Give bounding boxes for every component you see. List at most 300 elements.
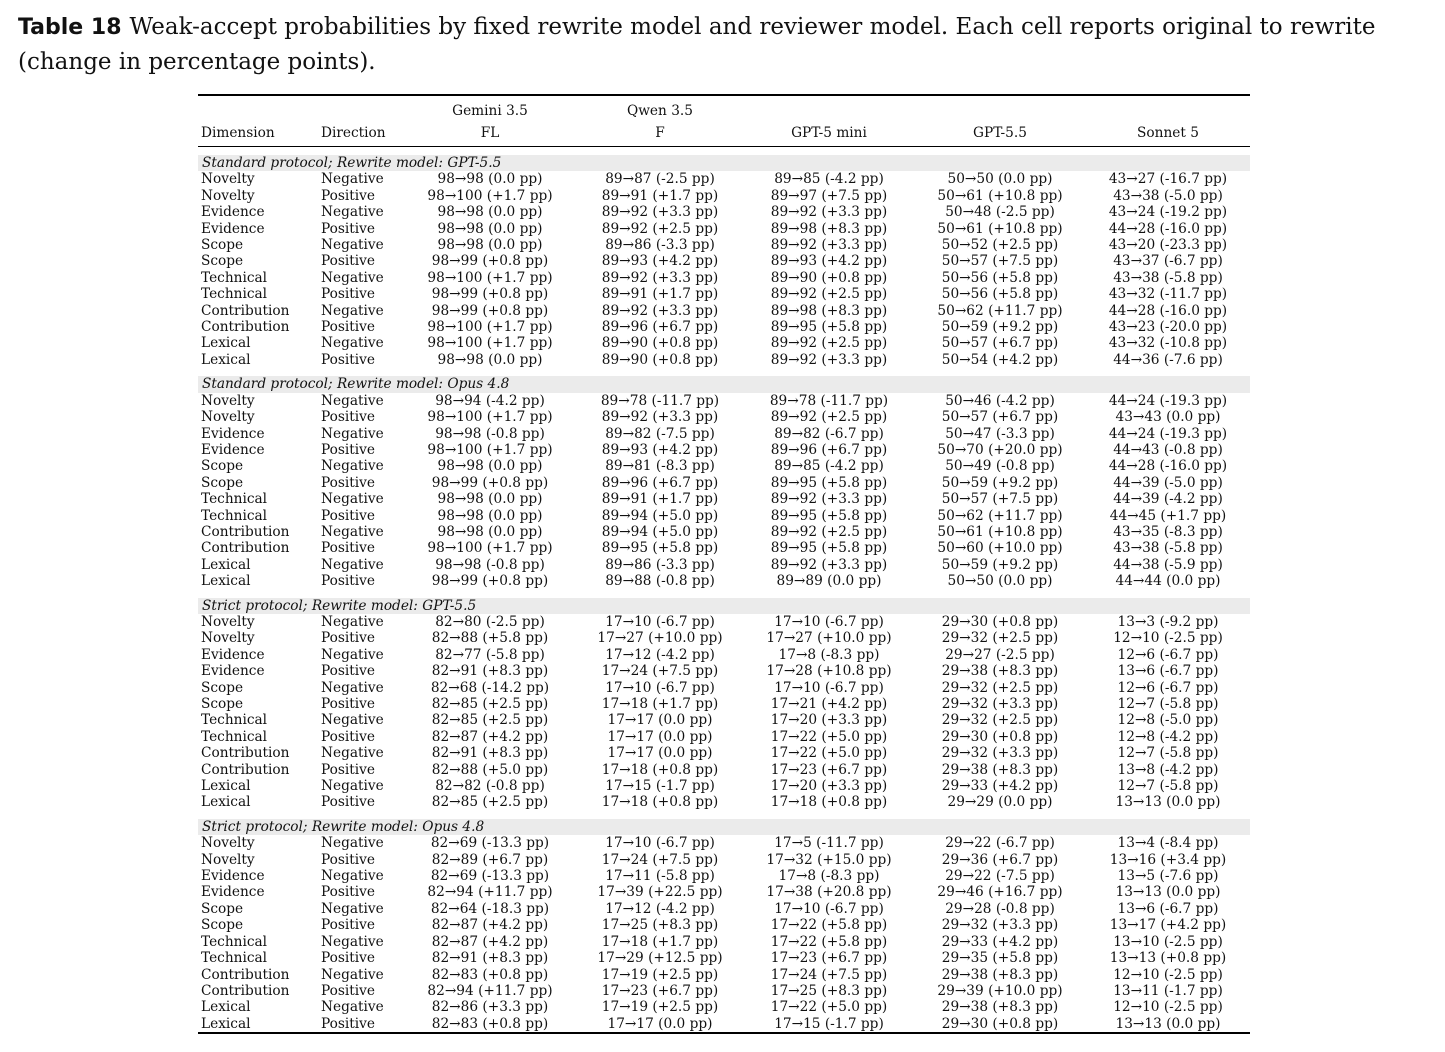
cell-dimension: Technical <box>201 286 268 303</box>
cell-direction: Negative <box>321 269 384 286</box>
cell-direction: Negative <box>321 204 384 221</box>
table-row <box>198 458 1250 474</box>
cell-gemini: 98→99 (+0.8 pp) <box>431 573 549 590</box>
cell-qwen: 17→17 (0.0 pp) <box>607 745 713 762</box>
cell-dimension: Scope <box>201 679 244 696</box>
cell-qwen: 89→92 (+3.3 pp) <box>601 269 719 286</box>
cell-gpt5mini: 89→82 (-6.7 pp) <box>774 425 884 442</box>
cell-gemini: 98→98 (0.0 pp) <box>437 237 543 254</box>
table-row <box>198 270 1250 286</box>
cell-gpt5mini: 89→95 (+5.8 pp) <box>770 319 888 336</box>
cell-gemini: 82→85 (+2.5 pp) <box>431 712 549 729</box>
cell-gpt55: 50→59 (+9.2 pp) <box>941 319 1059 336</box>
cell-direction: Positive <box>321 253 376 270</box>
cell-sonnet: 43→27 (-16.7 pp) <box>1108 171 1228 188</box>
table-row <box>198 335 1250 351</box>
cell-sonnet: 13→8 (-4.2 pp) <box>1117 761 1219 778</box>
table-header <box>198 95 1250 147</box>
cell-gpt5mini: 17→8 (-8.3 pp) <box>778 868 880 885</box>
cell-gpt55: 50→61 (+10.8 pp) <box>937 187 1063 204</box>
cell-gpt5mini: 89→78 (-11.7 pp) <box>769 392 889 409</box>
cell-gpt55: 29→32 (+3.3 pp) <box>941 745 1059 762</box>
section-spacer <box>198 147 1250 156</box>
cell-direction: Positive <box>321 982 376 999</box>
cell-gemini: 82→94 (+11.7 pp) <box>427 982 553 999</box>
cell-gemini: 82→87 (+4.2 pp) <box>431 917 549 934</box>
cell-sonnet: 12→8 (-5.0 pp) <box>1117 712 1219 729</box>
cell-gpt55: 29→38 (+8.3 pp) <box>941 999 1059 1016</box>
cell-gemini: 82→64 (-18.3 pp) <box>430 900 550 917</box>
cell-gpt5mini: 89→85 (-4.2 pp) <box>774 171 884 188</box>
cell-direction: Negative <box>321 933 384 950</box>
table-row <box>198 221 1250 237</box>
cell-gpt5mini: 17→5 (-11.7 pp) <box>774 835 884 852</box>
table-row <box>198 409 1250 425</box>
cell-qwen: 17→15 (-1.7 pp) <box>605 778 715 795</box>
cell-qwen: 17→24 (+7.5 pp) <box>601 851 719 868</box>
cell-gpt5mini: 17→10 (-6.7 pp) <box>774 679 884 696</box>
cell-sonnet: 43→38 (-5.8 pp) <box>1113 540 1223 557</box>
table-row <box>198 171 1250 187</box>
cell-qwen: 17→39 (+22.5 pp) <box>597 884 723 901</box>
table-row <box>198 1016 1250 1033</box>
cell-gpt5mini: 17→22 (+5.0 pp) <box>770 999 888 1016</box>
table-body <box>198 147 1250 1034</box>
table-row <box>198 557 1250 573</box>
table-row <box>198 442 1250 458</box>
cell-gpt55: 29→30 (+0.8 pp) <box>941 728 1059 745</box>
table-row <box>198 253 1250 269</box>
cell-dimension: Contribution <box>201 982 290 999</box>
cell-gpt55: 50→62 (+11.7 pp) <box>937 302 1063 319</box>
cell-gpt55: 50→59 (+9.2 pp) <box>941 474 1059 491</box>
section-header-row <box>198 376 1250 392</box>
cell-gpt5mini: 17→24 (+7.5 pp) <box>770 966 888 983</box>
cell-gemini: 82→86 (+3.3 pp) <box>431 999 549 1016</box>
section-title: Strict protocol; Rewrite model: GPT-5.5 <box>198 598 1250 614</box>
header-gpt5mini: GPT-5 mini <box>744 122 914 147</box>
cell-qwen: 89→92 (+2.5 pp) <box>601 220 719 237</box>
cell-direction: Negative <box>321 712 384 729</box>
cell-gpt5mini: 89→92 (+3.3 pp) <box>770 204 888 221</box>
cell-dimension: Evidence <box>201 204 265 221</box>
cell-gemini: 82→80 (-2.5 pp) <box>435 613 545 630</box>
cell-dimension: Novelty <box>201 409 255 426</box>
cell-dimension: Scope <box>201 253 244 270</box>
cell-sonnet: 43→38 (-5.0 pp) <box>1113 187 1223 204</box>
cell-direction: Negative <box>321 900 384 917</box>
cell-qwen: 17→29 (+12.5 pp) <box>597 950 723 967</box>
cell-qwen: 89→86 (-3.3 pp) <box>605 556 715 573</box>
table-row <box>198 614 1250 630</box>
cell-direction: Negative <box>321 679 384 696</box>
cell-gemini: 98→98 (0.0 pp) <box>437 491 543 508</box>
section-spacer <box>198 811 1250 819</box>
cell-qwen: 89→96 (+6.7 pp) <box>601 474 719 491</box>
cell-gemini: 98→98 (0.0 pp) <box>437 171 543 188</box>
cell-sonnet: 12→10 (-2.5 pp) <box>1113 966 1223 983</box>
cell-direction: Negative <box>321 458 384 475</box>
table-row <box>198 663 1250 679</box>
cell-gpt55: 29→32 (+2.5 pp) <box>941 630 1059 647</box>
cell-qwen: 89→92 (+3.3 pp) <box>601 302 719 319</box>
cell-dimension: Scope <box>201 696 244 712</box>
cell-gpt5mini: 89→89 (0.0 pp) <box>776 573 882 590</box>
cell-dimension: Lexical <box>201 1015 251 1032</box>
cell-direction: Negative <box>321 835 384 852</box>
cell-sonnet: 43→20 (-23.3 pp) <box>1108 237 1228 254</box>
cell-gpt5mini: 89→95 (+5.8 pp) <box>770 474 888 491</box>
cell-gemini: 98→99 (+0.8 pp) <box>431 253 549 270</box>
cell-sonnet: 13→13 (+0.8 pp) <box>1109 950 1227 967</box>
cell-gpt55: 29→36 (+6.7 pp) <box>941 851 1059 868</box>
cell-sonnet: 44→44 (0.0 pp) <box>1115 573 1221 590</box>
section-header-row <box>198 819 1250 835</box>
cell-dimension: Contribution <box>201 523 290 540</box>
cell-qwen: 89→96 (+6.7 pp) <box>601 319 719 336</box>
cell-dimension: Novelty <box>201 630 255 647</box>
cell-gpt5mini: 17→22 (+5.8 pp) <box>770 933 888 950</box>
cell-qwen: 89→78 (-11.7 pp) <box>600 392 720 409</box>
cell-sonnet: 44→24 (-19.3 pp) <box>1108 425 1228 442</box>
cell-gpt5mini: 17→15 (-1.7 pp) <box>774 1015 884 1032</box>
table-row <box>198 426 1250 442</box>
cell-dimension: Scope <box>201 917 244 934</box>
cell-direction: Negative <box>321 966 384 983</box>
header-direction: Direction <box>318 122 404 147</box>
cell-direction: Negative <box>321 778 384 795</box>
cell-gpt5mini: 17→25 (+8.3 pp) <box>770 982 888 999</box>
cell-dimension: Scope <box>201 474 244 491</box>
cell-qwen: 17→17 (0.0 pp) <box>607 1015 713 1032</box>
cell-qwen: 89→87 (-2.5 pp) <box>605 171 715 188</box>
cell-sonnet: 13→6 (-6.7 pp) <box>1117 900 1219 917</box>
cell-dimension: Novelty <box>201 392 255 409</box>
cell-gemini: 98→100 (+1.7 pp) <box>427 409 553 426</box>
cell-gpt5mini: 17→22 (+5.0 pp) <box>770 728 888 745</box>
cell-gpt5mini: 17→23 (+6.7 pp) <box>770 950 888 967</box>
cell-gemini: 98→99 (+0.8 pp) <box>431 286 549 303</box>
header-gpt55-spacer <box>914 95 1086 122</box>
table-row <box>198 712 1250 728</box>
cell-sonnet: 43→23 (-20.0 pp) <box>1108 319 1228 336</box>
cell-sonnet: 13→6 (-6.7 pp) <box>1117 663 1219 680</box>
cell-gpt5mini: 89→92 (+3.3 pp) <box>770 556 888 573</box>
cell-gpt55: 50→59 (+9.2 pp) <box>941 556 1059 573</box>
cell-qwen: 89→93 (+4.2 pp) <box>601 253 719 270</box>
cell-direction: Positive <box>321 696 376 712</box>
cell-gpt5mini: 89→92 (+3.3 pp) <box>770 351 888 368</box>
spacer-cell <box>198 811 1250 819</box>
cell-sonnet: 44→28 (-16.0 pp) <box>1108 302 1228 319</box>
cell-qwen: 89→92 (+3.3 pp) <box>601 409 719 426</box>
cell-direction: Negative <box>321 425 384 442</box>
spacer-cell <box>198 368 1250 376</box>
cell-gpt55: 29→32 (+2.5 pp) <box>941 712 1059 729</box>
table-row <box>198 286 1250 302</box>
cell-dimension: Novelty <box>201 851 255 868</box>
table-row <box>198 696 1250 712</box>
cell-sonnet: 12→7 (-5.8 pp) <box>1117 745 1219 762</box>
cell-sonnet: 13→11 (-1.7 pp) <box>1113 982 1223 999</box>
cell-sonnet: 13→13 (0.0 pp) <box>1115 884 1221 901</box>
table-row <box>198 983 1250 999</box>
cell-gpt5mini: 89→95 (+5.8 pp) <box>770 507 888 524</box>
cell-sonnet: 12→8 (-4.2 pp) <box>1117 728 1219 745</box>
cell-gemini: 98→100 (+1.7 pp) <box>427 441 553 458</box>
cell-dimension: Scope <box>201 458 244 475</box>
cell-sonnet: 44→28 (-16.0 pp) <box>1108 458 1228 475</box>
cell-gpt55: 29→22 (-7.5 pp) <box>945 868 1055 885</box>
section-spacer <box>198 368 1250 376</box>
cell-gpt55: 29→32 (+3.3 pp) <box>941 917 1059 934</box>
cell-direction: Negative <box>321 999 384 1016</box>
cell-dimension: Evidence <box>201 868 265 885</box>
cell-gpt55: 50→50 (0.0 pp) <box>947 573 1053 590</box>
cell-gpt55: 29→39 (+10.0 pp) <box>937 982 1063 999</box>
cell-gpt55: 50→54 (+4.2 pp) <box>941 351 1059 368</box>
table-row <box>198 950 1250 966</box>
cell-direction: Positive <box>321 540 376 557</box>
cell-qwen: 17→18 (+0.8 pp) <box>601 794 719 811</box>
cell-gpt55: 50→57 (+6.7 pp) <box>941 409 1059 426</box>
cell-gpt55: 50→47 (-3.3 pp) <box>945 425 1055 442</box>
cell-gpt55: 29→30 (+0.8 pp) <box>941 1015 1059 1032</box>
cell-qwen: 89→90 (+0.8 pp) <box>601 351 719 368</box>
cell-gemini: 82→87 (+4.2 pp) <box>431 933 549 950</box>
cell-direction: Positive <box>321 917 376 934</box>
cell-qwen: 89→86 (-3.3 pp) <box>605 237 715 254</box>
cell-qwen: 89→82 (-7.5 pp) <box>605 425 715 442</box>
cell-dimension: Technical <box>201 507 268 524</box>
table-row <box>198 794 1250 810</box>
header-dimension-spacer <box>198 95 318 122</box>
cell-direction: Positive <box>321 441 376 458</box>
cell-direction: Positive <box>321 409 376 426</box>
cell-gpt5mini: 89→92 (+3.3 pp) <box>770 237 888 254</box>
cell-gpt5mini: 89→95 (+5.8 pp) <box>770 540 888 557</box>
cell-dimension: Lexical <box>201 999 251 1016</box>
cell-gemini: 82→89 (+6.7 pp) <box>431 851 549 868</box>
cell-sonnet: 13→16 (+3.4 pp) <box>1109 851 1227 868</box>
cell-gemini: 98→99 (+0.8 pp) <box>431 474 549 491</box>
cell-gpt55: 29→32 (+3.3 pp) <box>941 696 1059 712</box>
cell-gemini: 82→69 (-13.3 pp) <box>430 835 550 852</box>
cell-sonnet: 44→36 (-7.6 pp) <box>1113 351 1223 368</box>
table-row <box>198 917 1250 933</box>
header-gemini-bottom: FL <box>404 122 576 147</box>
cell-direction: Positive <box>321 187 376 204</box>
cell-gemini: 82→83 (+0.8 pp) <box>431 1015 549 1032</box>
cell-sonnet: 43→24 (-19.2 pp) <box>1108 204 1228 221</box>
cell-qwen: 17→11 (-5.8 pp) <box>605 868 715 885</box>
cell-gpt55: 50→61 (+10.8 pp) <box>937 523 1063 540</box>
table-row <box>198 868 1250 884</box>
cell-gpt55: 29→38 (+8.3 pp) <box>941 663 1059 680</box>
cell-dimension: Evidence <box>201 441 265 458</box>
cell-qwen: 17→12 (-4.2 pp) <box>605 900 715 917</box>
cell-gpt5mini: 89→92 (+2.5 pp) <box>770 335 888 352</box>
cell-qwen: 17→10 (-6.7 pp) <box>605 835 715 852</box>
table-caption <box>18 10 1438 79</box>
cell-gemini: 82→87 (+4.2 pp) <box>431 728 549 745</box>
cell-gpt5mini: 17→32 (+15.0 pp) <box>766 851 892 868</box>
header-qwen-top: Qwen 3.5 <box>627 103 693 119</box>
cell-direction: Negative <box>321 491 384 508</box>
cell-direction: Negative <box>321 392 384 409</box>
cell-qwen: 17→18 (+1.7 pp) <box>601 933 719 950</box>
table-row <box>198 303 1250 319</box>
cell-direction: Positive <box>321 507 376 524</box>
cell-direction: Positive <box>321 663 376 680</box>
cell-gemini: 82→85 (+2.5 pp) <box>431 794 549 811</box>
cell-qwen: 89→81 (-8.3 pp) <box>605 458 715 475</box>
cell-qwen: 89→94 (+5.0 pp) <box>601 507 719 524</box>
cell-sonnet: 44→39 (-4.2 pp) <box>1113 491 1223 508</box>
cell-qwen: 17→19 (+2.5 pp) <box>601 966 719 983</box>
cell-gpt5mini: 17→10 (-6.7 pp) <box>774 613 884 630</box>
cell-gpt5mini: 89→92 (+2.5 pp) <box>770 409 888 426</box>
cell-gemini: 82→83 (+0.8 pp) <box>431 966 549 983</box>
cell-gpt55: 50→61 (+10.8 pp) <box>937 220 1063 237</box>
cell-dimension: Novelty <box>201 171 255 188</box>
cell-qwen: 89→94 (+5.0 pp) <box>601 523 719 540</box>
cell-direction: Positive <box>321 851 376 868</box>
table-row <box>198 901 1250 917</box>
header-gpt55: GPT-5.5 <box>914 122 1086 147</box>
spacer-cell <box>198 590 1250 598</box>
cell-gemini: 98→100 (+1.7 pp) <box>427 540 553 557</box>
cell-sonnet: 12→6 (-6.7 pp) <box>1117 646 1219 663</box>
cell-gpt5mini: 17→8 (-8.3 pp) <box>778 646 880 663</box>
cell-direction: Positive <box>321 761 376 778</box>
cell-gemini: 82→88 (+5.0 pp) <box>431 761 549 778</box>
cell-dimension: Lexical <box>201 556 251 573</box>
cell-gemini: 82→88 (+5.8 pp) <box>431 630 549 647</box>
cell-sonnet: 44→38 (-5.9 pp) <box>1113 556 1223 573</box>
cell-gpt55: 29→35 (+5.8 pp) <box>941 950 1059 967</box>
table-row <box>198 967 1250 983</box>
cell-gpt55: 50→46 (-4.2 pp) <box>945 392 1055 409</box>
cell-direction: Positive <box>321 220 376 237</box>
cell-sonnet: 43→38 (-5.8 pp) <box>1113 269 1223 286</box>
results-table-container <box>198 94 1250 1034</box>
cell-gpt5mini: 17→20 (+3.3 pp) <box>770 778 888 795</box>
section-title: Strict protocol; Rewrite model: Opus 4.8 <box>198 819 1250 835</box>
cell-gpt5mini: 89→98 (+8.3 pp) <box>770 302 888 319</box>
spacer-cell <box>198 147 1250 156</box>
cell-dimension: Lexical <box>201 794 251 811</box>
cell-gpt5mini: 17→20 (+3.3 pp) <box>770 712 888 729</box>
cell-dimension: Technical <box>201 950 268 967</box>
cell-gemini: 98→98 (-0.8 pp) <box>435 556 545 573</box>
cell-dimension: Contribution <box>201 966 290 983</box>
cell-qwen: 17→19 (+2.5 pp) <box>601 999 719 1016</box>
cell-direction: Negative <box>321 171 384 188</box>
cell-dimension: Technical <box>201 712 268 729</box>
cell-gpt55: 29→38 (+8.3 pp) <box>941 966 1059 983</box>
table-row <box>198 852 1250 868</box>
cell-direction: Negative <box>321 868 384 885</box>
cell-sonnet: 43→32 (-11.7 pp) <box>1108 286 1228 303</box>
cell-direction: Positive <box>321 351 376 368</box>
cell-gpt5mini: 89→90 (+0.8 pp) <box>770 269 888 286</box>
table-row <box>198 999 1250 1015</box>
cell-qwen: 89→88 (-0.8 pp) <box>605 573 715 590</box>
cell-dimension: Contribution <box>201 540 290 557</box>
cell-sonnet: 44→39 (-5.0 pp) <box>1113 474 1223 491</box>
caption-text: Weak-accept probabilities by fixed rewrite model and reviewer model. Each cell reports original to rewrite (change in percentage points). <box>18 14 1376 75</box>
cell-gemini: 98→99 (+0.8 pp) <box>431 302 549 319</box>
cell-gpt55: 50→52 (+2.5 pp) <box>941 237 1059 254</box>
cell-sonnet: 12→10 (-2.5 pp) <box>1113 630 1223 647</box>
cell-qwen: 17→25 (+8.3 pp) <box>601 917 719 934</box>
table-row <box>198 573 1250 589</box>
cell-gpt55: 29→30 (+0.8 pp) <box>941 613 1059 630</box>
cell-gpt5mini: 17→27 (+10.0 pp) <box>766 630 892 647</box>
cell-qwen: 17→10 (-6.7 pp) <box>605 613 715 630</box>
cell-sonnet: 13→13 (0.0 pp) <box>1115 1015 1221 1032</box>
section-title: Standard protocol; Rewrite model: Opus 4.8 <box>198 376 1250 392</box>
table-row <box>198 745 1250 761</box>
cell-direction: Positive <box>321 1015 376 1032</box>
cell-dimension: Contribution <box>201 745 290 762</box>
cell-gpt5mini: 89→96 (+6.7 pp) <box>770 441 888 458</box>
cell-sonnet: 13→4 (-8.4 pp) <box>1117 835 1219 852</box>
cell-gemini: 82→94 (+11.7 pp) <box>427 884 553 901</box>
cell-gpt55: 29→33 (+4.2 pp) <box>941 933 1059 950</box>
cell-direction: Positive <box>321 630 376 647</box>
cell-gpt5mini: 17→10 (-6.7 pp) <box>774 900 884 917</box>
cell-qwen: 17→12 (-4.2 pp) <box>605 646 715 663</box>
cell-gemini: 98→98 (0.0 pp) <box>437 507 543 524</box>
cell-qwen: 89→90 (+0.8 pp) <box>601 335 719 352</box>
cell-dimension: Lexical <box>201 573 251 590</box>
cell-dimension: Evidence <box>201 220 265 237</box>
cell-dimension: Lexical <box>201 778 251 795</box>
cell-sonnet: 13→5 (-7.6 pp) <box>1117 868 1219 885</box>
cell-gemini: 98→98 (0.0 pp) <box>437 351 543 368</box>
cell-gpt55: 50→48 (-2.5 pp) <box>945 204 1055 221</box>
cell-direction: Positive <box>321 950 376 967</box>
cell-gpt5mini: 17→23 (+6.7 pp) <box>770 761 888 778</box>
cell-gemini: 98→94 (-4.2 pp) <box>435 392 545 409</box>
cell-gpt5mini: 89→97 (+7.5 pp) <box>770 187 888 204</box>
cell-direction: Negative <box>321 745 384 762</box>
cell-gemini: 82→82 (-0.8 pp) <box>435 778 545 795</box>
cell-qwen: 17→17 (0.0 pp) <box>607 728 713 745</box>
cell-sonnet: 12→7 (-5.8 pp) <box>1117 778 1219 795</box>
cell-gpt55: 29→32 (+2.5 pp) <box>941 679 1059 696</box>
header-qwen-bottom: F <box>576 122 744 147</box>
cell-direction: Negative <box>321 523 384 540</box>
table-row <box>198 630 1250 646</box>
cell-dimension: Evidence <box>201 425 265 442</box>
cell-dimension: Contribution <box>201 302 290 319</box>
cell-gemini: 98→100 (+1.7 pp) <box>427 319 553 336</box>
cell-sonnet: 44→43 (-0.8 pp) <box>1113 441 1223 458</box>
cell-gpt5mini: 89→98 (+8.3 pp) <box>770 220 888 237</box>
cell-gpt5mini: 89→93 (+4.2 pp) <box>770 253 888 270</box>
cell-dimension: Novelty <box>201 835 255 852</box>
cell-dimension: Lexical <box>201 335 251 352</box>
cell-gpt5mini: 17→21 (+4.2 pp) <box>770 696 888 712</box>
cell-gpt55: 50→50 (0.0 pp) <box>947 171 1053 188</box>
cell-gpt5mini: 89→92 (+2.5 pp) <box>770 286 888 303</box>
cell-sonnet: 13→10 (-2.5 pp) <box>1113 933 1223 950</box>
cell-gemini: 98→100 (+1.7 pp) <box>427 269 553 286</box>
table-row <box>198 884 1250 900</box>
